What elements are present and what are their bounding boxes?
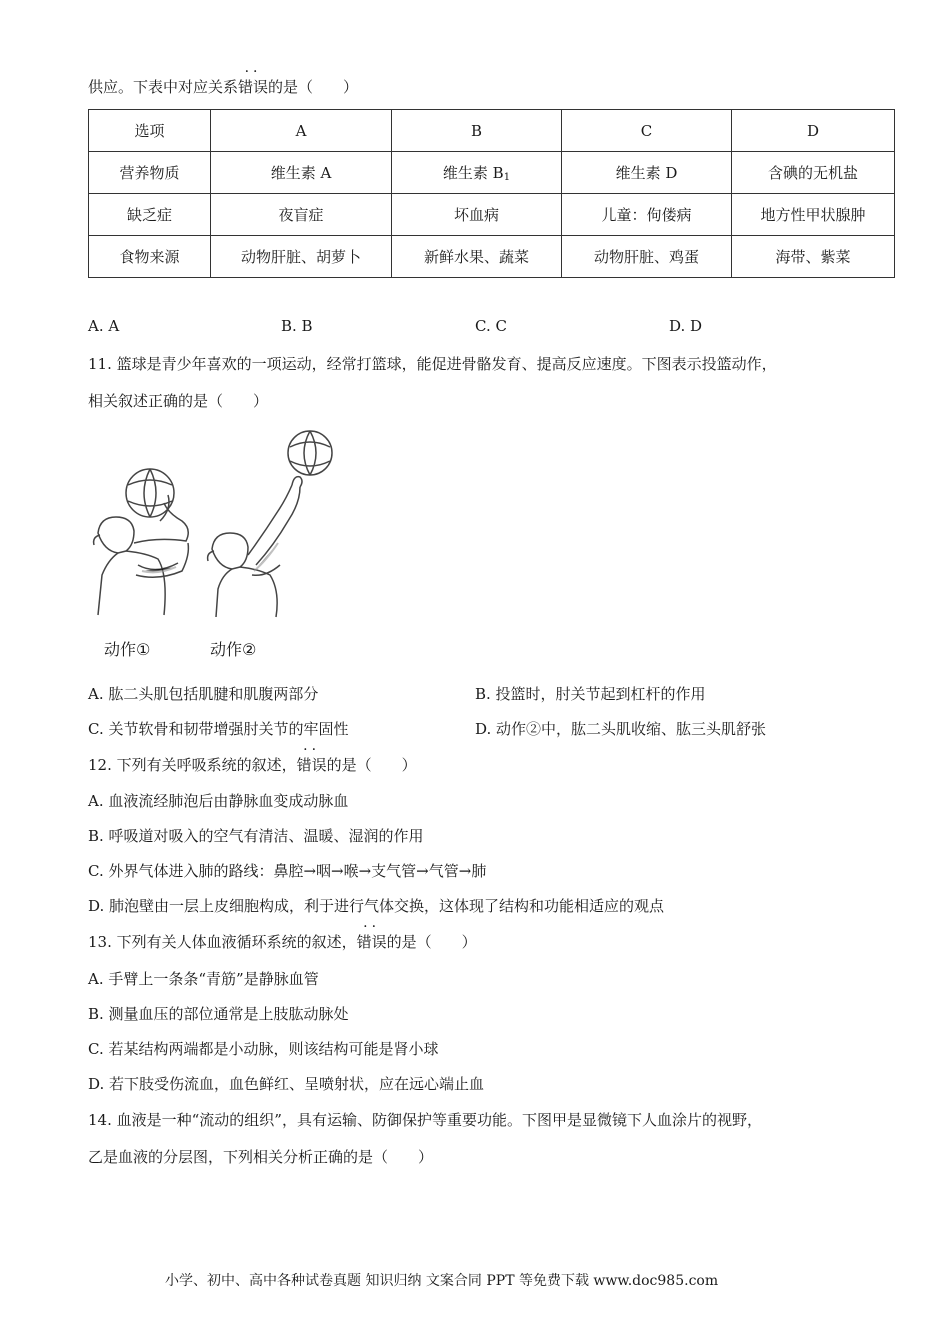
table-row [89,110,895,152]
table-row [89,236,895,278]
table-cell: 儿童：佝偻病 [562,194,732,236]
torso-1 [98,551,165,615]
table-cell: 维生素 A [211,152,392,194]
table-cell: 维生素 D [562,152,732,194]
option-a[interactable]: A. 血液流经肺泡后由静脉血变成动脉血 [88,792,349,810]
ball-seams-2 [290,431,330,475]
option-c[interactable]: C. 外界气体进入肺的路线：鼻腔→咽→喉→支气管→气管→肺 [88,862,487,880]
table-row [89,194,895,236]
page-footer: 小学、初中、高中各种试卷真题 知识归纳 文案合同 PPT 等免费下载 www.doc985.com [165,1273,719,1289]
table-cell: 夜盲症 [211,194,392,236]
basketball-2 [288,431,332,475]
table-cell: 动物肝脏、鸡蛋 [562,236,732,278]
question-10-stem-tail [88,76,358,97]
option-b[interactable]: B. 呼吸道对吸入的空气有清洁、温暖、湿润的作用 [88,827,424,845]
table-cell: 缺乏症 [89,194,211,236]
emphasis-word: ·· 错误 [238,76,268,97]
cell-text: 维生素 B [442,164,504,182]
table-cell [392,152,562,194]
table-cell: 新鲜水果、蔬菜 [392,236,562,278]
table-row [89,152,895,194]
table-cell: C [562,110,732,152]
question-14-stem-line2: 乙是血液的分层图，下列相关分析正确的是（ ） [88,1148,434,1166]
table-cell: 选项 [89,110,211,152]
option-a[interactable]: A. 肱二头肌包括肌腱和肌腹两部分 [88,685,319,703]
stem-suffix: 的是（ ） [268,78,359,96]
table-cell: 含碘的无机盐 [732,152,895,194]
option-a[interactable]: A. A [88,317,120,335]
stem-prefix: 12. 下列有关呼吸系统的叙述， [88,756,297,774]
option-c[interactable]: C. 关节软骨和韧带增强肘关节的牢固性 [88,720,349,738]
table-cell: D [732,110,895,152]
table-cell: 食物来源 [89,236,211,278]
table-cell: B [392,110,562,152]
table-cell: A [211,110,392,152]
stem-prefix: 13. 下列有关人体血液循环系统的叙述， [88,933,357,951]
table-cell: 海带、紫菜 [732,236,895,278]
option-d[interactable]: D. 肺泡壁由一层上皮细胞构成，利于进行气体交换，这体现了结构和功能相适应的观点 [88,897,665,915]
table-cell: 动物肝脏、胡萝卜 [211,236,392,278]
emphasis-word: ·· 错误 [297,754,327,775]
stem-suffix: 的是（ ） [386,933,477,951]
nutrient-table [88,109,895,278]
figure-caption-action-2: 动作② [210,640,257,659]
basketball-shooting-figure [88,425,348,625]
emphasis-word: ·· 错误 [357,931,387,952]
head-1 [98,517,134,553]
question-11-stem-line2: 相关叙述正确的是（ ） [88,392,269,410]
table-cell: 坏血病 [392,194,562,236]
option-d[interactable]: D. D [669,317,703,335]
figure-caption-action-1: 动作① [104,640,151,659]
question-13-stem [88,931,477,952]
stem-suffix: 的是（ ） [326,756,417,774]
table-cell: 地方性甲状腺肿 [732,194,895,236]
torso-2 [216,567,277,617]
option-b[interactable]: B. 测量血压的部位通常是上肢肱动脉处 [88,1005,349,1023]
arm-1 [134,503,188,543]
stem-prefix: 供应。下表中对应关系 [88,78,239,96]
question-12-stem [88,754,417,775]
option-b[interactable]: B. B [281,317,313,335]
option-d[interactable]: D. 若下肢受伤流血，血色鲜红、呈喷射状，应在远心端止血 [88,1075,485,1093]
option-c[interactable]: C. 若某结构两端都是小动脉，则该结构可能是肾小球 [88,1040,439,1058]
ball-seams-1 [128,469,172,517]
option-b[interactable]: B. 投篮时，肘关节起到杠杆的作用 [475,685,706,703]
question-14-stem-line1: 14. 血液是一种“流动的组织”，具有运输、防御保护等重要功能。下图甲是显微镜下人血涂片的视野， [88,1111,762,1129]
option-a[interactable]: A. 手臂上一条条“青筋”是静脉血管 [88,970,319,988]
table-cell: 营养物质 [89,152,211,194]
subscript: 1 [503,172,511,183]
head-2 [212,533,248,569]
question-11-stem-line1: 11. 篮球是青少年喜欢的一项运动，经常打篮球，能促进骨骼发育、提高反应速度。下图表示投篮动作， [88,355,777,373]
option-c[interactable]: C. C [475,317,507,335]
option-d[interactable]: D. 动作②中，肱二头肌收缩、肱三头肌舒张 [475,720,767,738]
arm-2 [248,485,300,565]
